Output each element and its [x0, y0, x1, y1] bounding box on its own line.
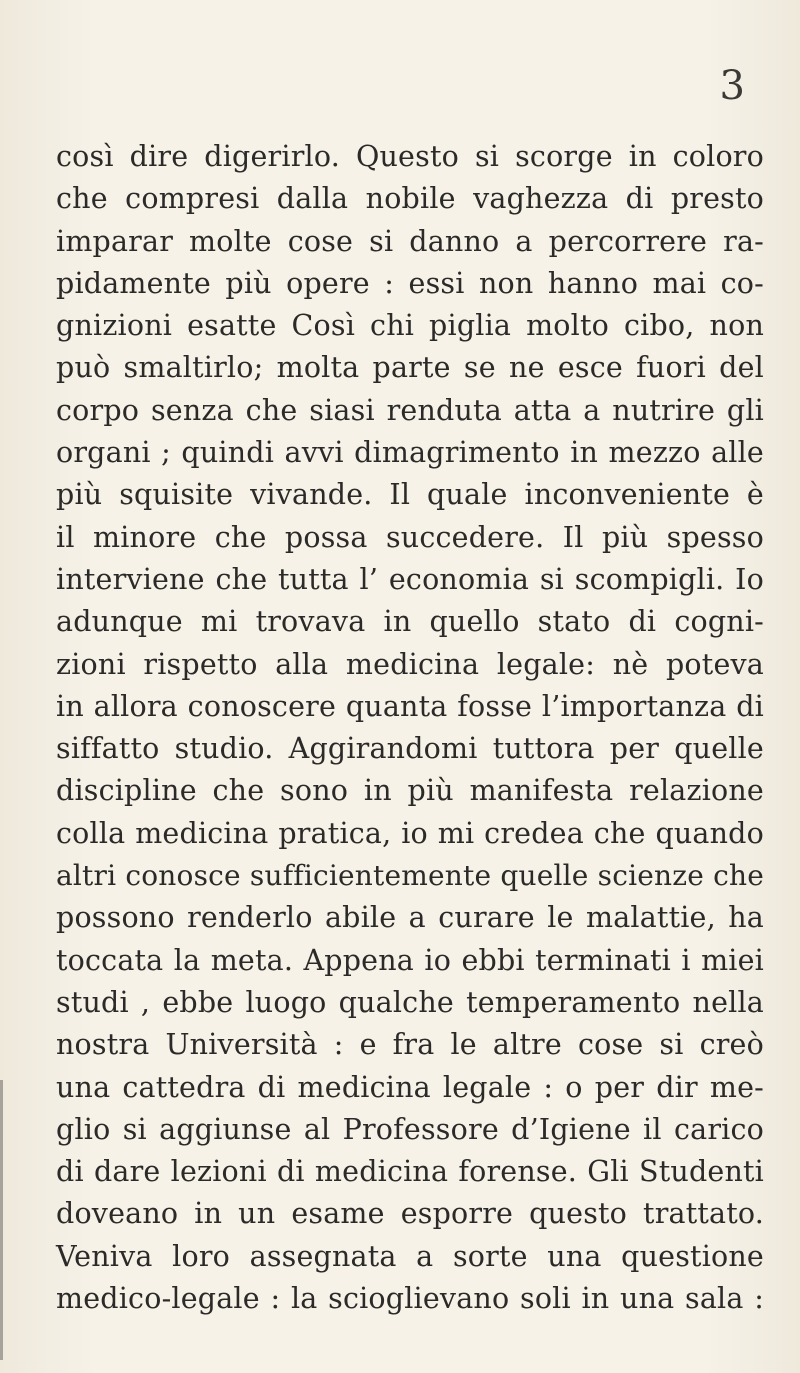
text-line: possono renderlo abile a curare le malattie, ha	[56, 901, 764, 935]
text-line: il minore che possa succedere. Il più spesso	[56, 520, 764, 554]
text-line: gnizioni esatte Così chi piglia molto cibo, non	[56, 309, 764, 343]
text-line: zioni rispetto alla medicina legale: nè poteva	[56, 647, 764, 681]
text-line: in allora conoscere quanta fosse l’importanza di	[56, 689, 764, 723]
text-line: nostra Università : e fra le altre cose si creò	[56, 1028, 764, 1062]
text-line: più squisite vivande. Il quale inconveniente è	[56, 478, 764, 512]
text-line: doveano in un esame esporre questo trattato.	[56, 1197, 764, 1231]
text-line: altri conosce sufficientemente quelle scienze che	[56, 859, 764, 893]
text-line: interviene che tutta l’ economia si scompigli. Io	[56, 562, 764, 596]
binding-edge-mark	[0, 1080, 3, 1360]
text-line: glio si aggiunse al Professore d’Igiene il carico	[56, 1112, 764, 1146]
page-number: 3	[719, 63, 745, 109]
text-line: Veniva loro assegnata a sorte una questione	[56, 1239, 764, 1273]
text-line: medico-legale : la scioglievano soli in una sala :	[56, 1282, 764, 1316]
text-line: discipline che sono in più manifesta relazione	[56, 774, 764, 808]
text-line: adunque mi trovava in quello stato di cogni-	[56, 605, 764, 639]
text-line: siffatto studio. Aggirandomi tuttora per quelle	[56, 732, 764, 766]
text-line: una cattedra di medicina legale : o per dir me-	[56, 1070, 764, 1104]
text-line: studi , ebbe luogo qualche temperamento nella	[56, 985, 764, 1019]
text-line: che compresi dalla nobile vaghezza di presto	[56, 182, 764, 216]
body-text	[56, 136, 764, 1320]
text-line: così dire digerirlo. Questo si scorge in coloro	[56, 140, 764, 173]
text-line: colla medicina pratica, io mi credea che quando	[56, 816, 764, 850]
text-line: imparar molte cose si danno a percorrere ra-	[56, 224, 764, 258]
text-line: può smaltirlo; molta parte se ne esce fuori del	[56, 351, 764, 385]
text-line: corpo senza che siasi renduta atta a nutrire gli	[56, 393, 764, 427]
text-line: toccata la meta. Appena io ebbi terminati i miei	[56, 943, 764, 977]
text-line: di dare lezioni di medicina forense. Gli Studenti	[56, 1155, 764, 1189]
text-line: pidamente più opere : essi non hanno mai co-	[56, 266, 764, 300]
text-line: organi ; quindi avvi dimagrimento in mezzo alle	[56, 436, 764, 470]
